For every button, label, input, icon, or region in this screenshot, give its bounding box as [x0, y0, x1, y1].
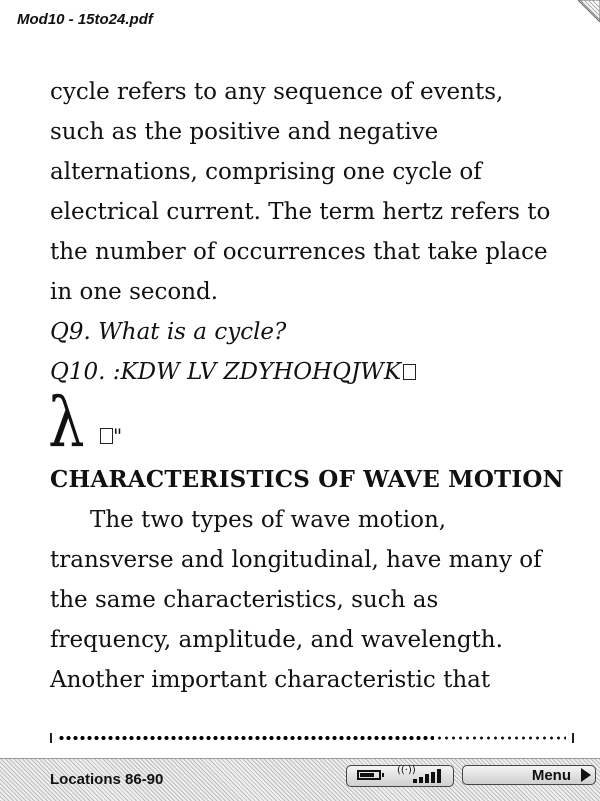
question-q9: Q9. What is a cycle? — [50, 319, 287, 345]
lambda-row — [48, 384, 580, 463]
lambda-symbol: λ — [48, 384, 85, 463]
text-line: in one second. — [50, 279, 219, 305]
paragraph-line: The two types of wave motion, — [90, 507, 447, 533]
progress-end-cap — [572, 733, 574, 743]
missing-glyph-icon — [100, 428, 113, 444]
menu-arrow-icon — [581, 768, 591, 782]
reading-progress-bar[interactable] — [50, 733, 574, 743]
battery-icon — [357, 770, 381, 780]
progress-dots-read — [58, 736, 434, 740]
menu-button[interactable] — [462, 765, 596, 785]
paragraph-line: transverse and longitudinal, have many of — [50, 547, 542, 573]
text-line: cycle refers to any sequence of events, — [50, 79, 504, 105]
paragraph-line: Another important characteristic that — [50, 667, 491, 693]
progress-start-cap — [50, 733, 52, 743]
wireless-icon: ((·)) — [397, 765, 416, 776]
menu-label: Menu — [531, 767, 571, 784]
lambda-suffix-text: " — [113, 424, 123, 448]
question-q10-text: Q10. :KDW LV ZDYHOHQJWK — [50, 359, 402, 385]
text-line: such as the positive and negative — [50, 119, 439, 145]
signal-bar — [437, 769, 441, 783]
section-heading: CHARACTERISTICS OF WAVE MOTION — [50, 466, 564, 493]
signal-strength-icon — [413, 769, 443, 783]
signal-bar — [413, 779, 417, 783]
location-indicator: Locations 86-90 — [50, 771, 164, 788]
missing-glyph-icon — [403, 364, 416, 380]
paragraph-line: the same characteristics, such as — [50, 587, 439, 613]
battery-fill — [360, 773, 374, 777]
page-corner-fold-icon[interactable] — [578, 0, 600, 22]
status-bar — [0, 758, 600, 801]
text-line: alternations, comprising one cycle of — [50, 159, 482, 185]
question-q10 — [50, 352, 580, 392]
signal-bar — [425, 774, 429, 783]
device-status-pill — [346, 765, 454, 787]
text-line: electrical current. The term hertz refers to — [50, 199, 551, 225]
text-line: the number of occurrences that take place — [50, 239, 548, 265]
signal-bar — [431, 772, 435, 784]
lambda-suffix — [98, 416, 122, 456]
paragraph-line: frequency, amplitude, and wavelength. — [50, 627, 503, 653]
page-content — [50, 72, 580, 700]
document-title: Mod10 - 15to24.pdf — [17, 11, 153, 28]
signal-bar — [419, 777, 423, 784]
